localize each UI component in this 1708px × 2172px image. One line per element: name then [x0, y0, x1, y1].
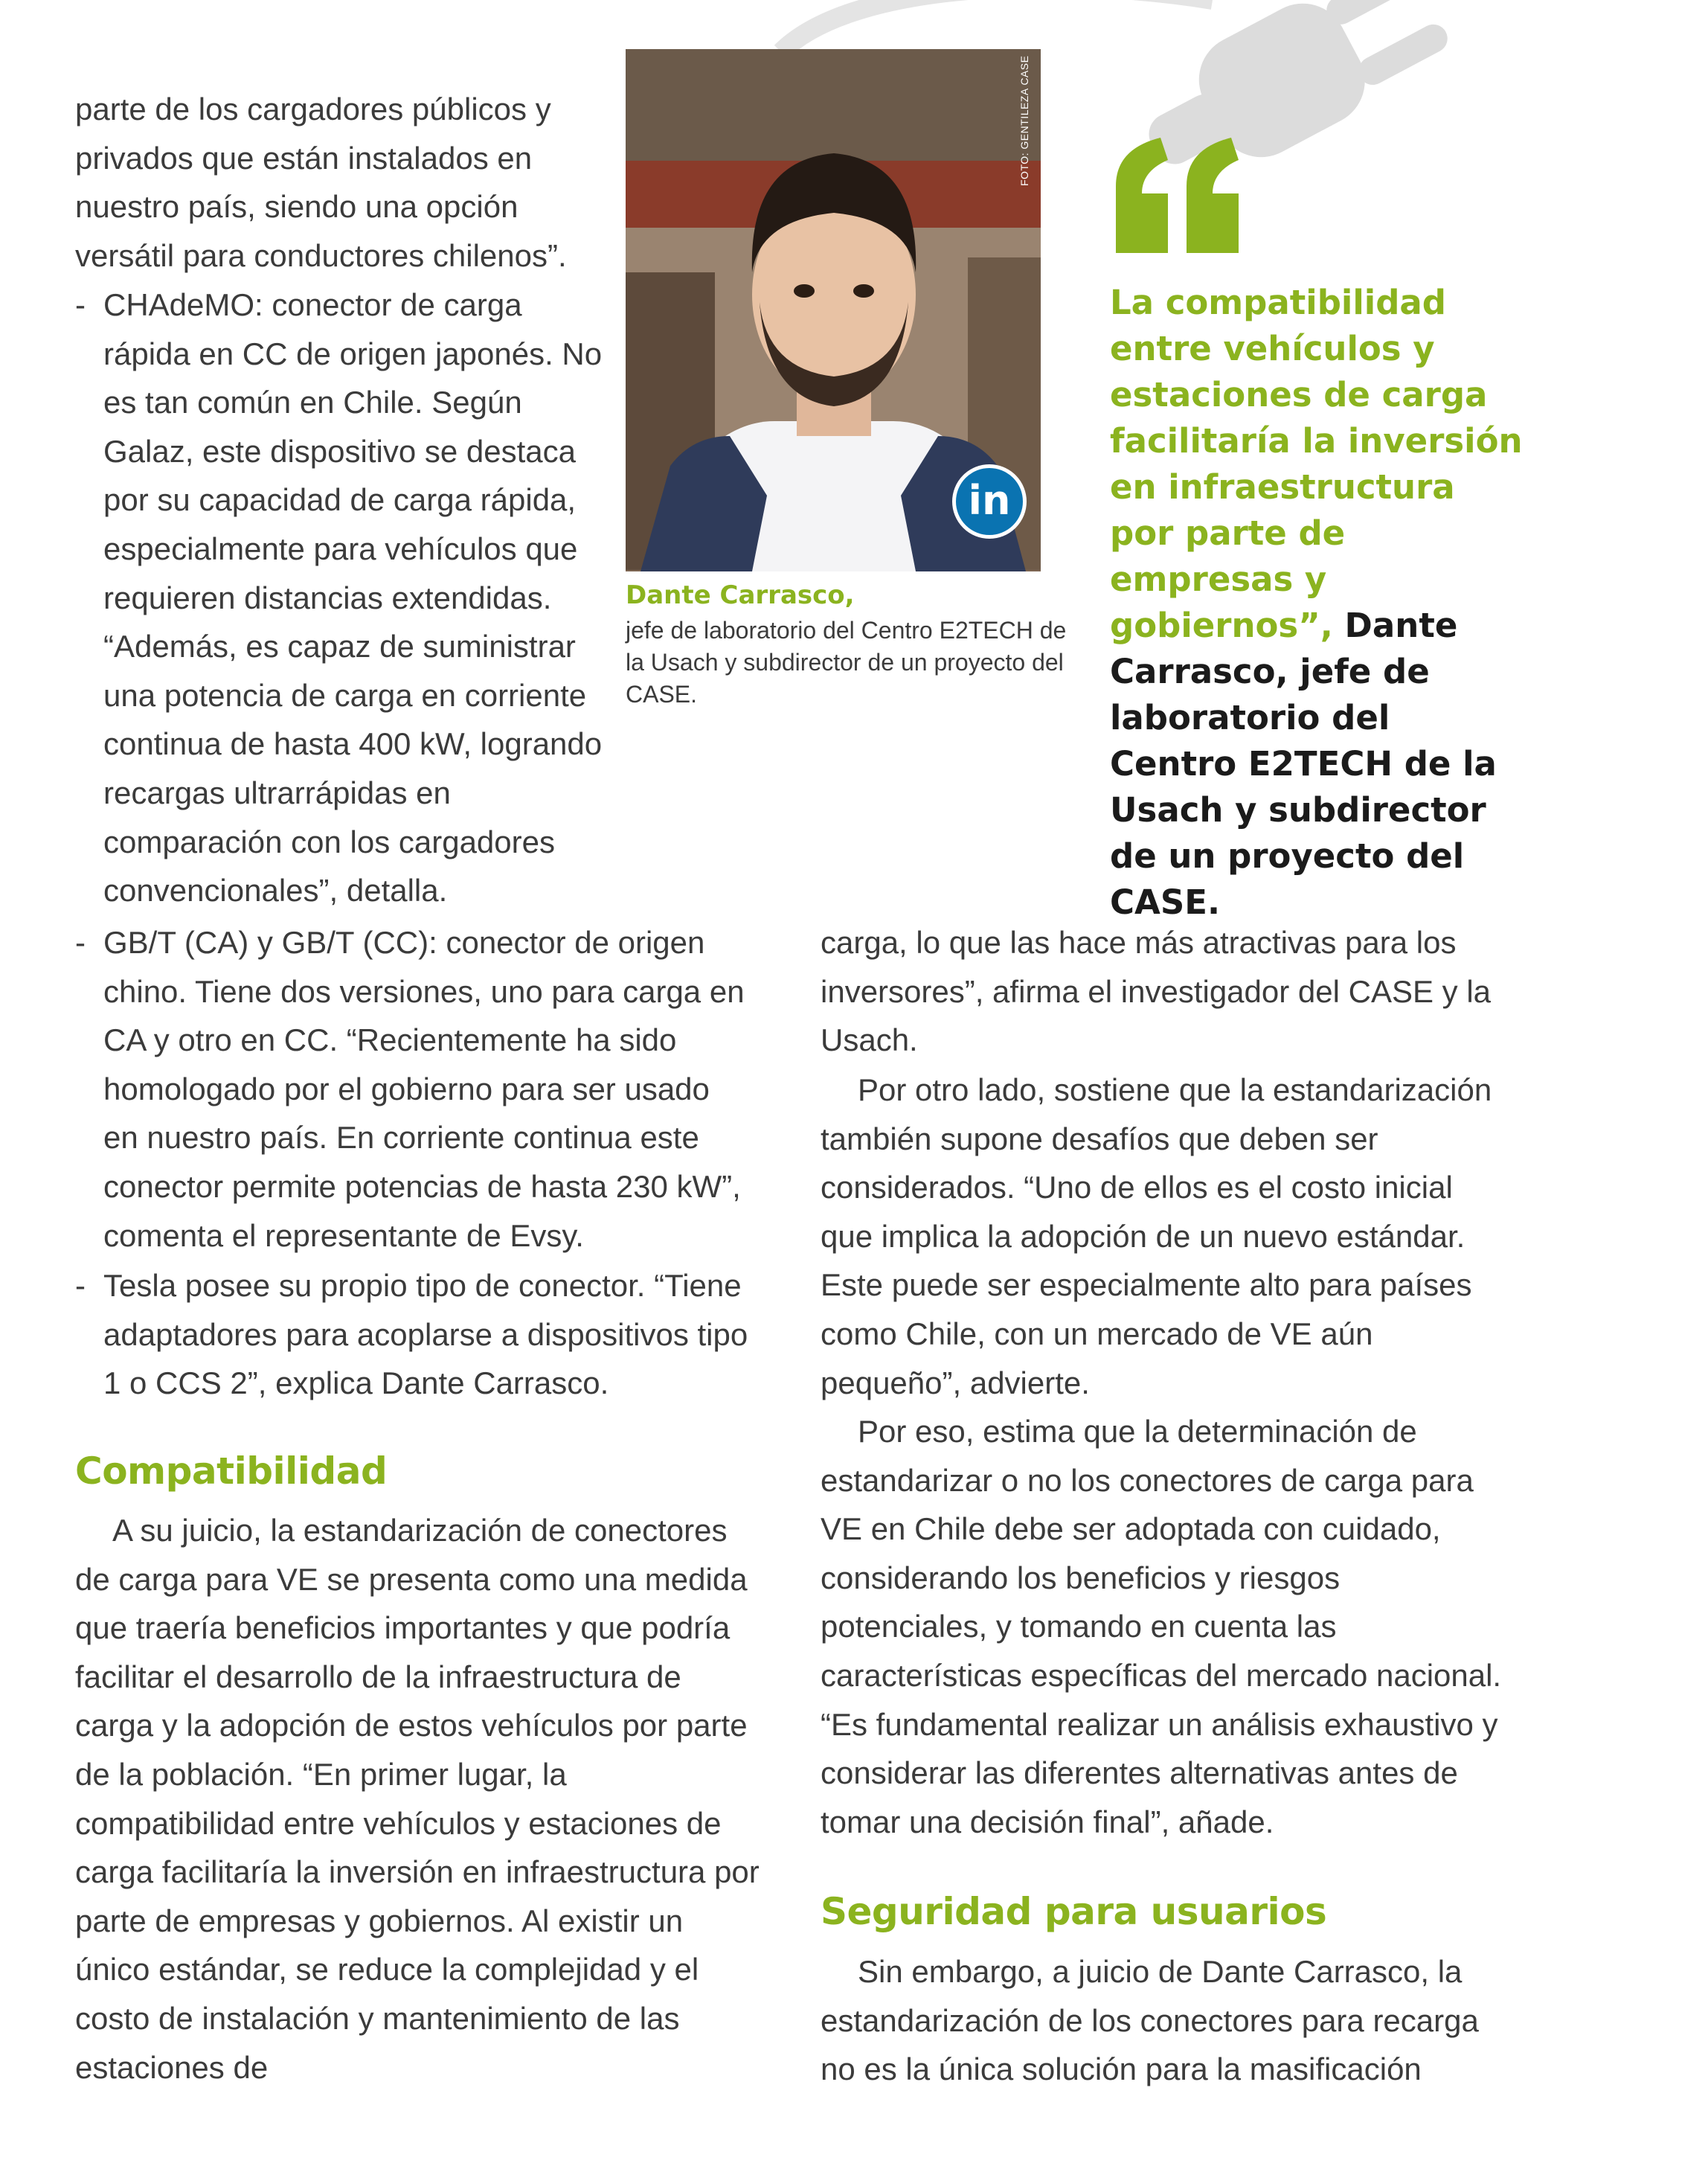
- section-heading-compatibilidad: Compatibilidad: [75, 1449, 388, 1493]
- linkedin-icon[interactable]: in: [952, 464, 1027, 539]
- pull-quote: [1110, 280, 1526, 926]
- right-paragraph-1: carga, lo que las hace más atractivas para los inversores”, afirma el investigador del CASE y la Usach.: [821, 925, 1492, 1058]
- bullet-dash: -: [75, 287, 86, 322]
- bullet-dash: -: [75, 1268, 86, 1303]
- quote-mark-icon: [1108, 134, 1250, 260]
- right-paragraph-2: Por otro lado, sostiene que la estandarización también supone desafíos que deben ser considerados. “Uno de ellos es el costo inicial que implica la adopción de un nuevo estándar. Este puede ser especialmente alto para países como Chile, con un mercado de VE aún pequeño”, advierte.: [821, 1072, 1492, 1400]
- intro-paragraph: parte de los cargadores públicos y privados que están instalados en nuestro país, siendo una opción versátil para conductores chilenos”.: [75, 92, 567, 273]
- pull-quote-highlight: La compatibilidad entre vehículos y estaciones de carga facilitaría la inversión en infraestructura por parte de empresas y gobiernos”,: [1110, 283, 1523, 645]
- bullet-text: Tesla posee su propio tipo de conector. “Tiene adaptadores para acoplarse a dispositivos tipo 1 o CCS 2”, explica Dante Carrasco.: [103, 1268, 748, 1401]
- pull-quote-attribution: Dante Carrasco, jefe de laboratorio del Centro E2TECH de la Usach y subdirector de un proyecto del CASE.: [1110, 606, 1497, 922]
- photo-credit: FOTO: GENTILEZA CASE: [1018, 55, 1030, 186]
- bullet-dash: -: [75, 925, 86, 960]
- caption-role: jefe de laboratorio del Centro E2TECH de la Usach y subdirector de un proyecto del CASE.: [626, 617, 1067, 708]
- bullet-text: CHAdeMO: conector de carga rápida en CC de origen japonés. No es tan común en Chile. Según Galaz, este dispositivo se destaca por su capacidad de carga rápida, especialmente para vehículos que requieren distancias extendidas. “Además, es capaz de suministrar una potencia de carga en corriente continua de hasta 400 kW, logrando recargas ultrarrápidas en comparación con los cargadores convencionales”, detalla.: [103, 287, 603, 909]
- bullet-tesla: [75, 1261, 751, 1408]
- bullet-gbt: [75, 918, 751, 1260]
- bullet-text: GB/T (CA) y GB/T (CC): conector de origen chino. Tiene dos versiones, uno para carga en CA y otro en CC. “Recientemente ha sido homologado por el gobierno para ser usado en nuestro país. En corriente continua este conector permite potencias de hasta 230 kW”, comenta el representante de Evsy.: [103, 925, 745, 1253]
- bullet-chademo: [75, 281, 617, 915]
- right-paragraph-3: Por eso, estima que la determinación de estandarizar o no los conectores de carga para VE en Chile debe ser adoptada con cuidado, considerando los beneficios y riesgos potenciales, y tomando en cuenta las características específicas del mercado nacional. “Es fundamental realizar un análisis exhaustivo y considerar las diferentes alternativas antes de tomar una decisión final”, añade.: [821, 1414, 1502, 1839]
- right-paragraph-4: Sin embargo, a juicio de Dante Carrasco, la estandarización de los conectores para recarga no es la única solución para la masificación: [821, 1954, 1479, 2087]
- section-heading-seguridad: Seguridad para usuarios: [821, 1890, 1327, 1933]
- compatibilidad-paragraph: A su juicio, la estandarización de conectores de carga para VE se presenta como una medida que traería beneficios importantes y que podría facilitar el desarrollo de la infraestructura de carga y la adopción de estos vehículos por parte de la población. “En primer lugar, la compatibilidad entre vehículos y estaciones de carga facilitaría la inversión en infraestructura por parte de empresas y gobiernos. Al existir un único estándar, se reduce la complejidad y el costo de instalación y mantenimiento de las estaciones de: [75, 1513, 760, 2085]
- caption-name: Dante Carrasco,: [626, 580, 855, 610]
